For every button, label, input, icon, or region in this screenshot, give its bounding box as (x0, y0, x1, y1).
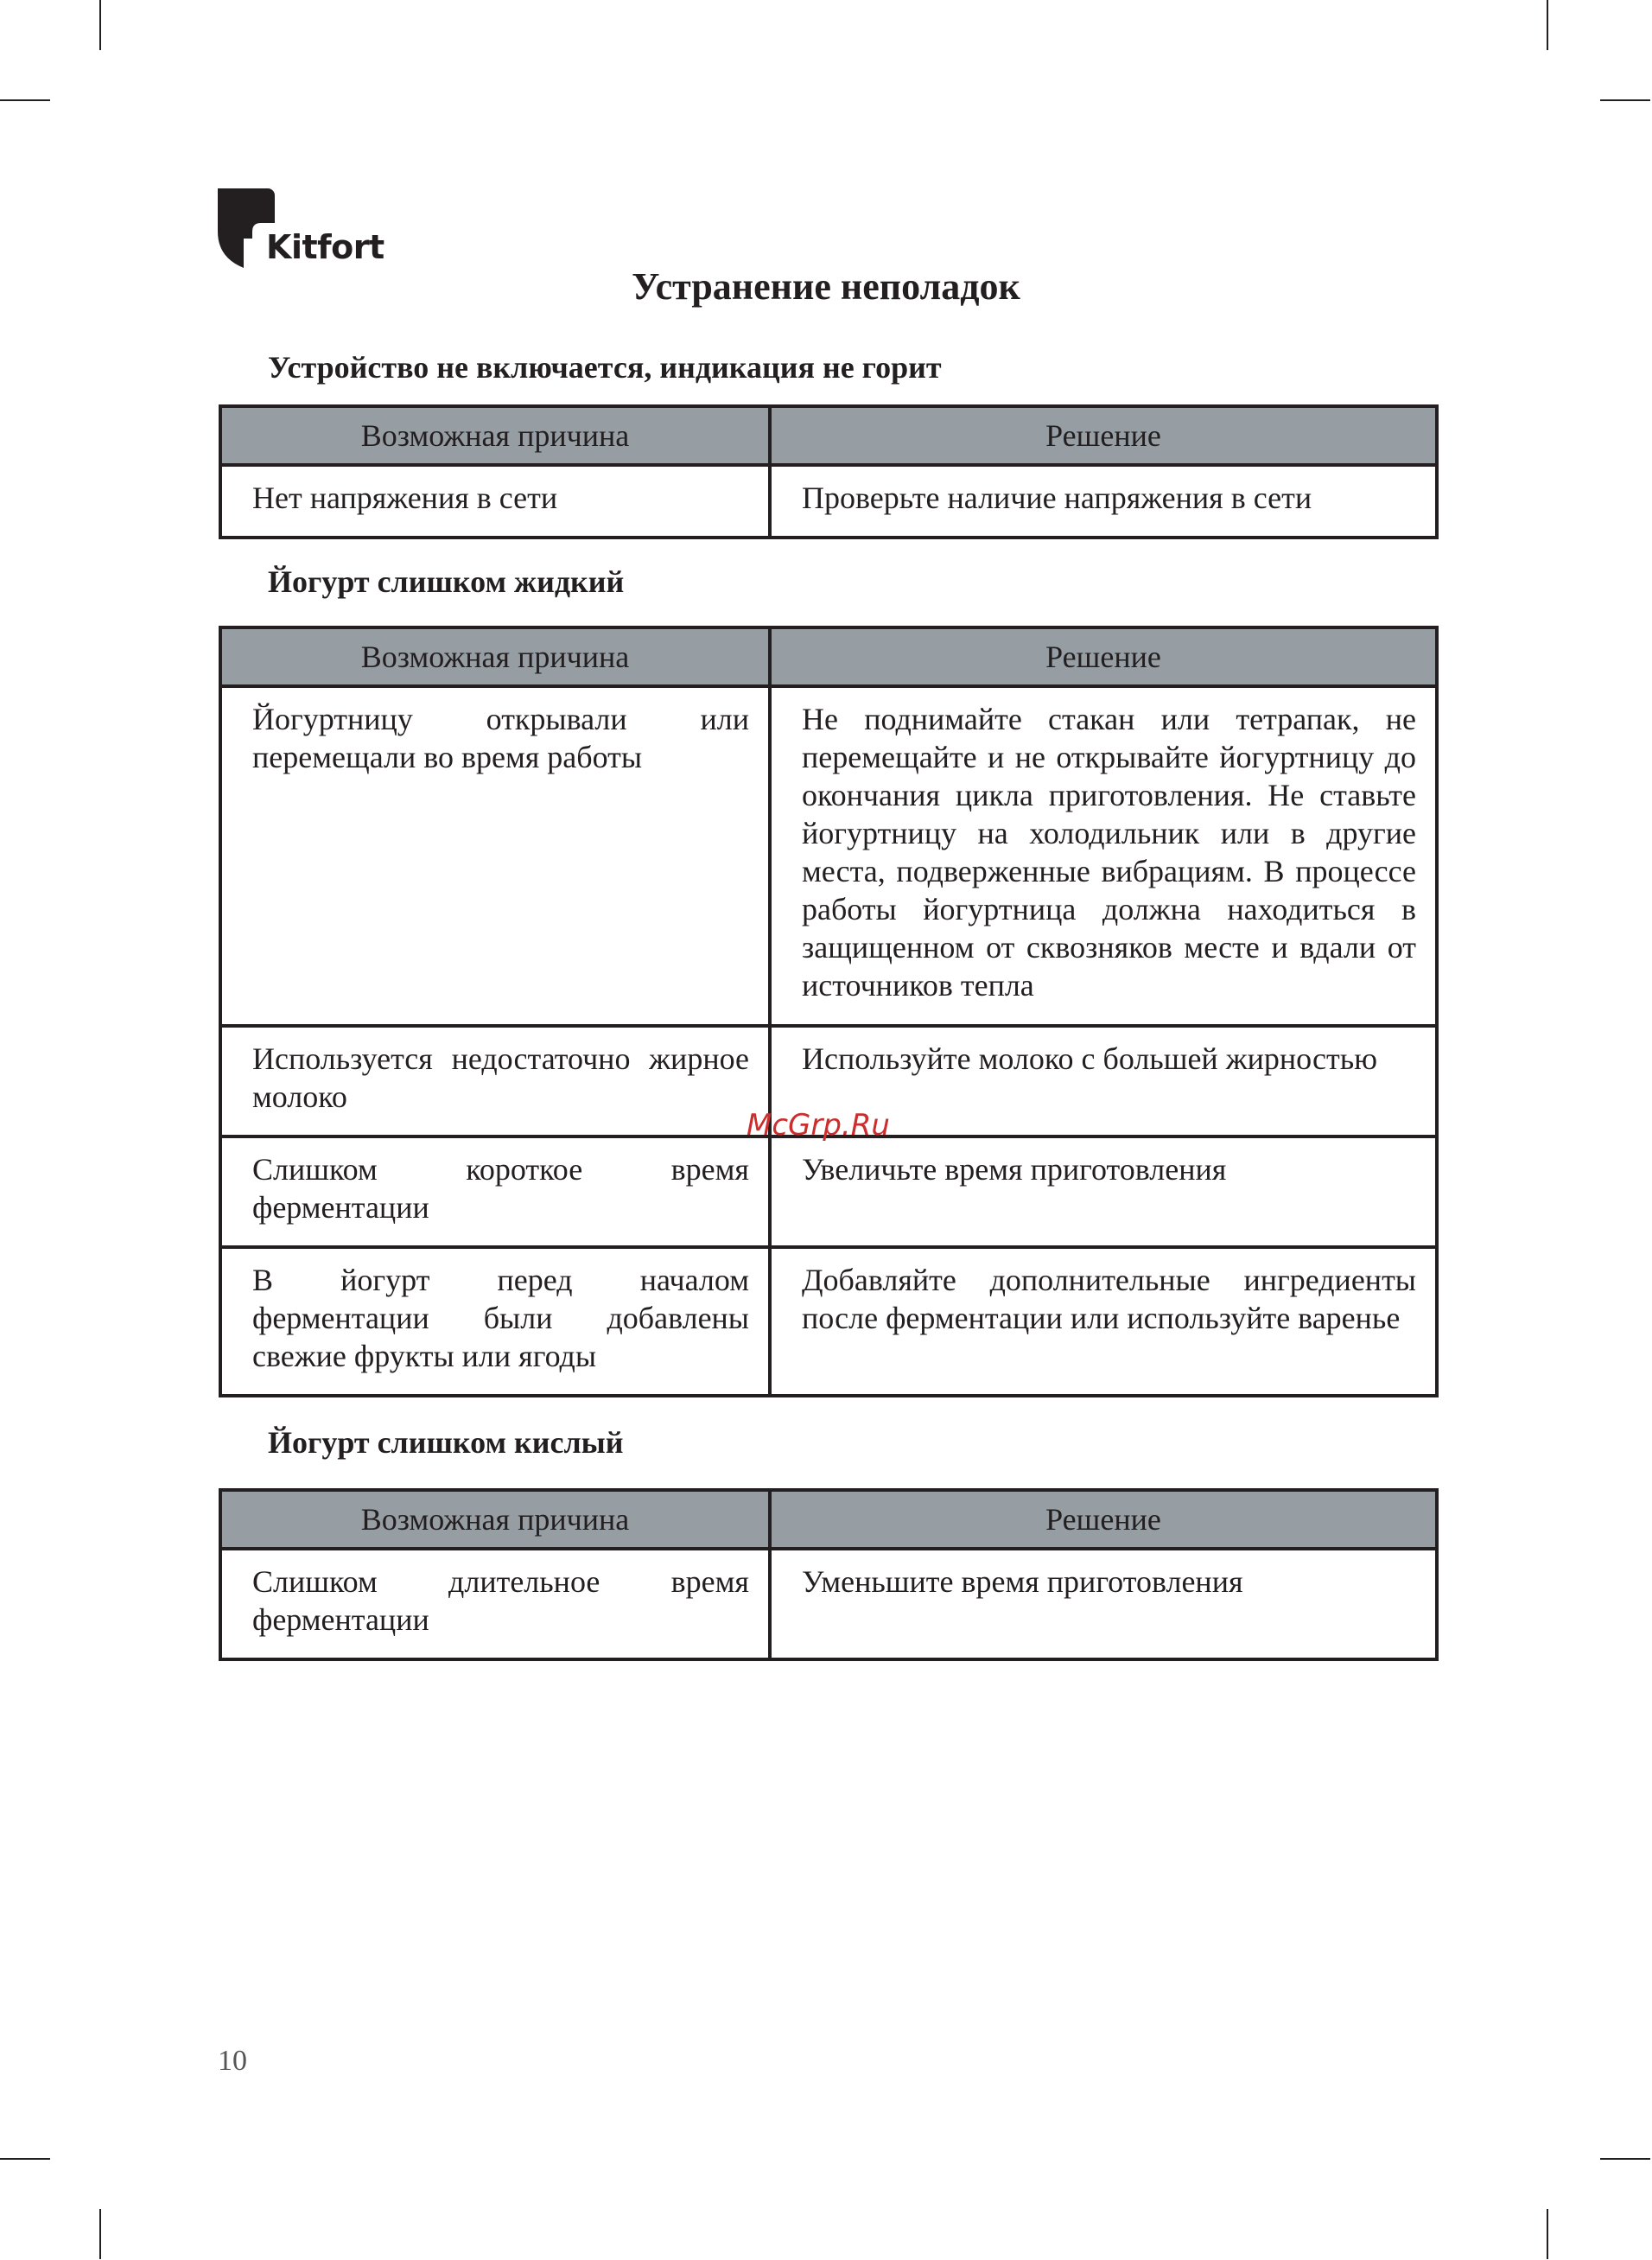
solution-cell: Проверьте наличие напряжения в сети (770, 465, 1437, 538)
column-header-solution: Решение (770, 1490, 1437, 1549)
table-row (220, 1549, 1437, 1659)
table-row (220, 1247, 1437, 1396)
column-header-cause: Возможная причина (220, 1490, 770, 1549)
table-header-row (220, 406, 1437, 465)
column-header-solution: Решение (770, 627, 1437, 686)
table-row (220, 1136, 1437, 1247)
crop-mark (1547, 0, 1548, 50)
column-header-solution: Решение (770, 406, 1437, 465)
section-title: Йогурт слишком кислый (268, 1425, 624, 1460)
cause-cell: Слишком короткое время ферментации (220, 1136, 770, 1247)
table-header-row (220, 627, 1437, 686)
section-title: Йогурт слишком жидкий (268, 564, 625, 599)
column-header-cause: Возможная причина (220, 406, 770, 465)
solution-cell: Увеличьте время приготовления (770, 1136, 1437, 1247)
solution-cell: Используйте молоко с большей жирностью (770, 1026, 1437, 1136)
troubleshooting-table (219, 626, 1439, 1397)
cause-cell: Йогуртницу открывали или перемещали во время работы (220, 686, 770, 1026)
crop-mark (1600, 99, 1650, 101)
solution-cell: Уменьшите время приготовления (770, 1549, 1437, 1659)
table-row (220, 465, 1437, 538)
cause-cell: Нет напряжения в сети (220, 465, 770, 538)
crop-mark (1600, 2158, 1650, 2160)
cause-cell: Используется недостаточно жирное молоко (220, 1026, 770, 1136)
crop-mark (99, 2209, 101, 2259)
watermark: McGrp.Ru (747, 1108, 890, 1143)
column-header-cause: Возможная причина (220, 627, 770, 686)
crop-mark (0, 99, 50, 101)
cause-cell: Слишком длительное время ферментации (220, 1549, 770, 1659)
solution-cell: Не поднимайте стакан или тетрапак, не перемещайте и не открывайте йогуртницу до окончания цикла приготовления. Не ставьте йогуртницу на холодильник или в другие места, подверженные вибрациям. В процессе работы йогуртница должна находиться в защищенном от сквозняков месте и вдали от источников тепла (770, 686, 1437, 1026)
crop-mark (0, 2158, 50, 2160)
page-title: Устранение неполадок (632, 265, 1020, 308)
page-number: 10 (218, 2045, 247, 2077)
crop-mark (99, 0, 101, 50)
table-header-row (220, 1490, 1437, 1549)
troubleshooting-table (219, 1488, 1439, 1661)
cause-cell: В йогурт перед началом ферментации были добавлены свежие фрукты или ягоды (220, 1247, 770, 1396)
brand-name: Kitfort (266, 228, 384, 266)
solution-cell: Добавляйте дополнительные ингредиенты после ферментации или используйте варенье (770, 1247, 1437, 1396)
crop-mark (1547, 2209, 1548, 2259)
troubleshooting-table (219, 404, 1439, 539)
section-title: Устройство не включается, индикация не горит (268, 350, 942, 385)
table-row (220, 686, 1437, 1026)
